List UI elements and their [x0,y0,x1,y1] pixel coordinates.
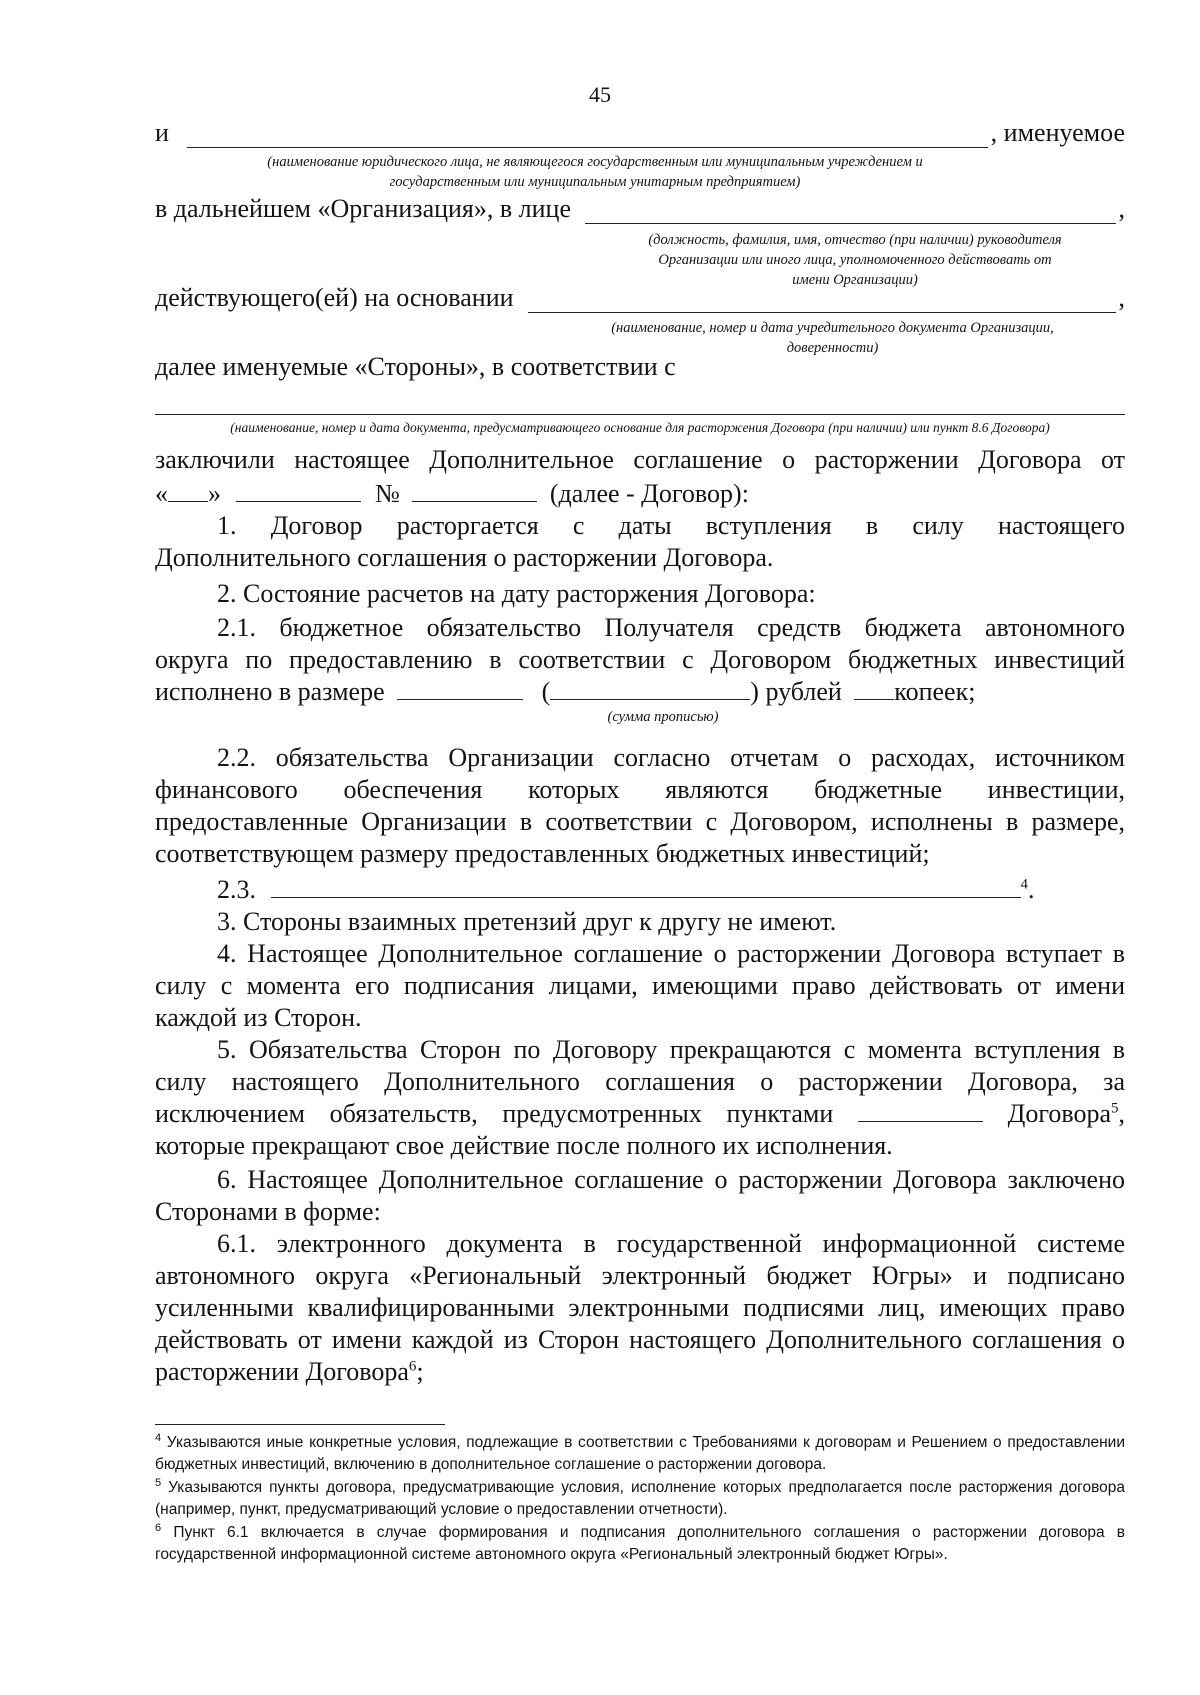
footnote-5 [155,1477,1125,1521]
hint-org-line-1: (наименование юридического лица, не являющегося государственным или муниципальным учреждением и [267,154,923,170]
footnote-6-number: 6 [155,1521,162,1534]
paragraph-2-3 [155,874,1125,906]
hint-doc-line-2: доверенности) [786,340,879,356]
kopecks-field[interactable] [854,677,894,700]
hereinafter-org-label: в дальнейшем «Организация», в лице [155,194,572,223]
footnote-4-number: 4 [155,1431,162,1444]
footnote-ref-4[interactable]: 4 [1020,876,1028,893]
paragraph-5-contract-word: Договора [1007,1099,1112,1128]
footnote-4-text: Указываются иные конкретные условия, подлежащие в соответствии с Требованиями к договорам и Решением о предоставлении бюджетных инвестиций, включению в дополнительное соглашение о расторжении договора. [155,1434,1125,1473]
concluded-line-2 [155,478,1125,510]
footnote-5-text: Указываются пункты договора, предусматривающие условия, исполнение которых предполагается после расторжения договора (например, пункт, предусматривающий условие о предоставлении отчетности). [155,1479,1125,1518]
paragraph-5-text: 5. Обязательства Сторон по Договору прекращаются с момента вступления в силу настоящего Дополнительного соглашения о расторжении Договора, за исключением обязательств, предусмотренных пунктами [155,1035,1125,1128]
and-label: и [155,118,169,147]
number-sign: № [375,479,400,508]
amount-words-hint: (сумма прописью) [607,709,719,725]
representative-hint [585,230,1125,290]
footnote-5-number: 5 [155,1476,162,1489]
other-conditions-field[interactable] [271,875,1021,898]
footnote-6 [155,1522,1125,1566]
footnote-4 [155,1432,1125,1476]
paragraph-6: 6. Настоящее Дополнительное соглашение о расторжении Договора заключено Сторонами в форме: [155,1165,1125,1226]
representative-field[interactable] [585,197,1115,224]
hint-doc-line-1: (наименование, номер и дата учредительного документа Организации, [611,320,1054,336]
organization-name-field[interactable] [187,121,988,148]
paragraph-4: 4. Настоящее Дополнительное соглашение о расторжении Договора вступает в силу с момента его подписания лицами, имеющими право действовать от имени каждой из Сторон. [155,939,1125,1032]
paragraph-2-2: 2.2. обязательства Организации согласно отчетам о расходах, источником финансового обеспечения которых являются бюджетные инвестиции, предоставленные Организации в соответствии с Договором, исполнены в размере, соответствующем размеру предоставленных бюджетных инвестиций; [155,743,1125,868]
paragraph-5-tail: , которые прекращают свое действие после полного их исполнения. [155,1099,1126,1160]
paragraph-5 [155,1034,1125,1162]
paragraph-2-1-line-3 [155,676,1125,708]
paren-open: ( [541,677,551,706]
paragraph-2-3-label: 2.3. [217,875,256,904]
named-label: , именуемое [990,118,1125,147]
paragraph-6-1 [155,1228,1125,1388]
comma-2: , [1118,283,1125,312]
paragraph-1-line-1: 1. Договор расторгается с даты вступления в силу настоящего [217,511,1125,540]
concluded-line-1: заключили настоящее Дополнительное соглашение о расторжении Договора от [155,445,1125,474]
paragraph-3: 3. Стороны взаимных претензий друг к другу не имеют. [217,907,837,936]
representative-row [155,194,1125,224]
basis-reference-hint: (наименование, номер и дата документа, предусматривающего основание для расторжения Договора (при наличии) или пункт 8.6 Договора) [230,420,1050,435]
executed-amount-label: исполнено в размере [155,677,385,706]
paragraph-2: 2. Состояние расчетов на дату расторжения Договора: [217,579,816,608]
page-number: 45 [589,82,611,107]
contract-day-field[interactable] [168,479,208,502]
basis-document-field[interactable] [528,286,1116,313]
concluded-tail: (далее - Договор): [549,479,749,508]
parties-text: далее именуемые «Стороны», в соответствии с [155,352,676,381]
parties-row [155,352,1125,382]
paragraph-1-line-2: Дополнительного соглашения о расторжении Договора. [155,543,774,572]
organization-name-row [155,118,1125,148]
hint-org-line-2: государственным или муниципальным унитарным предприятием) [389,174,801,190]
comma: , [1118,194,1125,223]
paragraph-2-1-line-1: 2.1. бюджетное обязательство Получателя средств бюджета автономного [217,613,1125,642]
quote-open: « [155,479,168,508]
kopecks-label: копеек; [894,677,976,706]
footnote-6-text: Пункт 6.1 включается в случае формирования и подписания дополнительного соглашения о расторжении договора в государственной информационной системе автономного округа «Региональный электронный бюджет Югры». [155,1524,1125,1563]
hint-head-line-1: (должность, фамилия, имя, отчество (при наличии) руководителя [648,232,1062,248]
paragraph-6-1-text: 6.1. электронного документа в государственной информационной системе автономного округа «Региональный электронный бюджет Югры» и подписано усиленными квалифицированными электронными подписями лиц, имеющих право действовать от имени каждой из Сторон настоящего Дополнительного соглашения о расторжении Договора [155,1229,1125,1386]
hint-head-line-3: имени Организации) [792,272,918,288]
organization-name-hint [155,152,1035,192]
contract-date-field[interactable] [236,479,361,502]
paragraph-2-1-line-2: округа по предоставлению в соответствии с Договором бюджетных инвестиций [155,645,1125,674]
footnote-ref-6[interactable]: 6 [408,1358,417,1375]
basis-row [155,283,1125,313]
footnote-separator [155,1424,445,1425]
acting-basis-label: действующего(ей) на основании [155,283,514,312]
contract-number-field[interactable] [412,479,537,502]
hint-head-line-2: Организации или иного лица, уполномоченного действовать от [658,252,1052,268]
rubles-label: ) рублей [750,677,842,706]
basis-reference-field[interactable] [155,414,1125,415]
footnote-ref-5[interactable]: 5 [1111,1100,1119,1117]
amount-words-field[interactable] [550,677,750,700]
paragraph-6-1-end: ; [416,1357,424,1386]
period: . [1028,875,1035,904]
surviving-clauses-field[interactable] [858,1099,983,1122]
amount-digits-field[interactable] [397,677,523,700]
quote-close: » [208,479,221,508]
